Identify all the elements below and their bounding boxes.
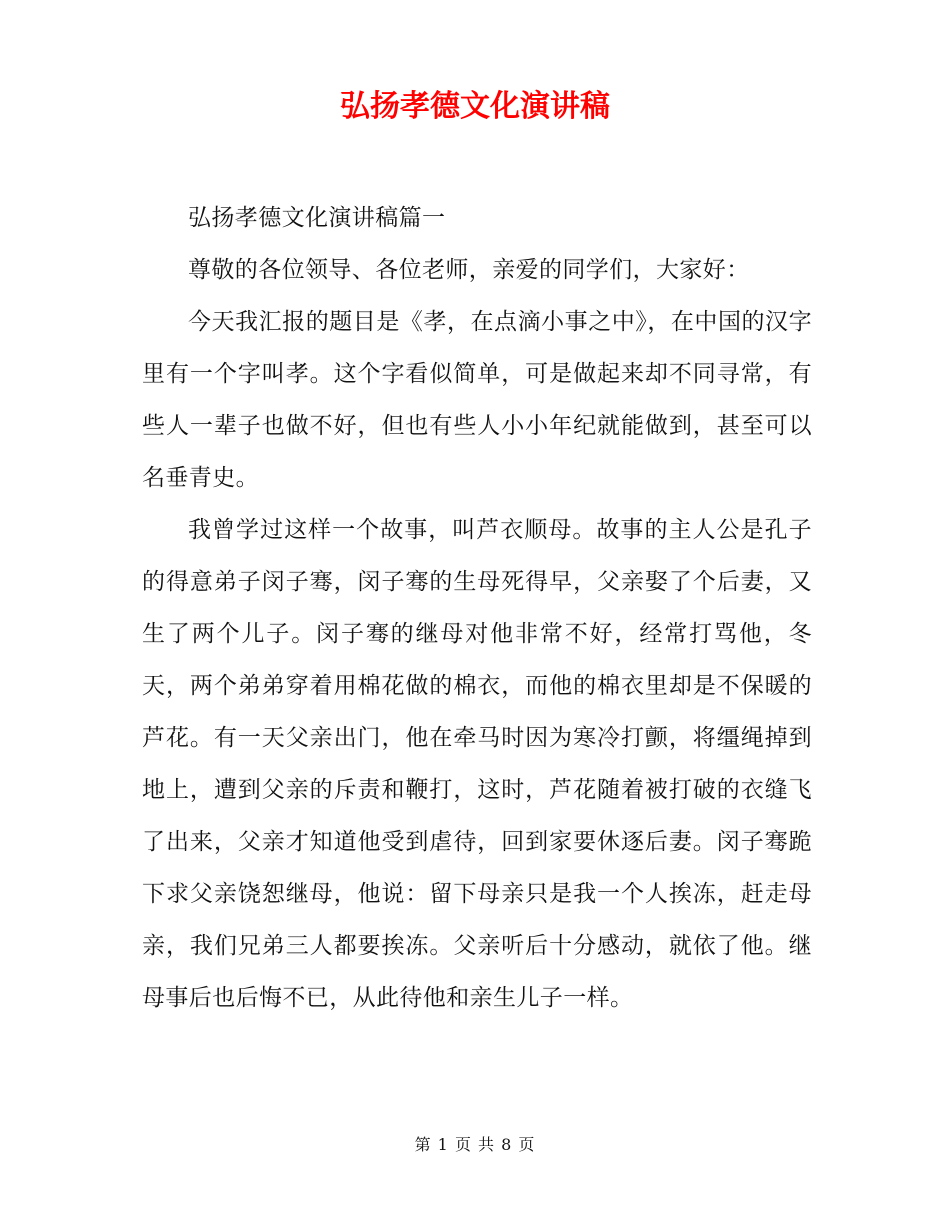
story-paragraph: 我曾学过这样一个故事，叫芦衣顺母。故事的主人公是孔子的得意弟子闵子骞，闵子骞的生母死得早，父亲娶了个后妻，又生了两个儿子。闵子骞的继母对他非常不好，经常打骂他，冬天，两个弟弟穿着用棉花做的棉衣，而他的棉衣里却是不保暖的芦花。有一天父亲出门，他在牵马时因为寒冷打颤，将缰绳掉到地上，遭到父亲的斥责和鞭打，这时，芦花随着被打破的衣缝飞了出来，父亲才知道他受到虐待，回到家要休逐后妻。闵子骞跪下求父亲饶恕继母，他说：留下母亲只是我一个人挨冻，赶走母亲，我们兄弟三人都要挨冻。父亲听后十分感动，就依了他。继母事后也后悔不已，从此待他和亲生儿子一样。 [142,517,812,1011]
body-paragraph: 今天我汇报的题目是《孝，在点滴小事之中》，在中国的汉字里有一个字叫孝。这个字看似简单，可是做起来却不同寻常，有些人一辈子也做不好，但也有些人小小年纪就能做到，甚至可以名垂青史。 [142,309,812,491]
document-title: 弘扬孝德文化演讲稿 [340,89,610,124]
page-number-footer: 第 1 页 共 8 页 [414,1135,536,1154]
greeting-paragraph: 尊敬的各位领导、各位老师，亲爱的同学们，大家好： [188,257,750,283]
document-body [142,192,812,1024]
section-heading: 弘扬孝德文化演讲稿篇一 [188,205,446,231]
